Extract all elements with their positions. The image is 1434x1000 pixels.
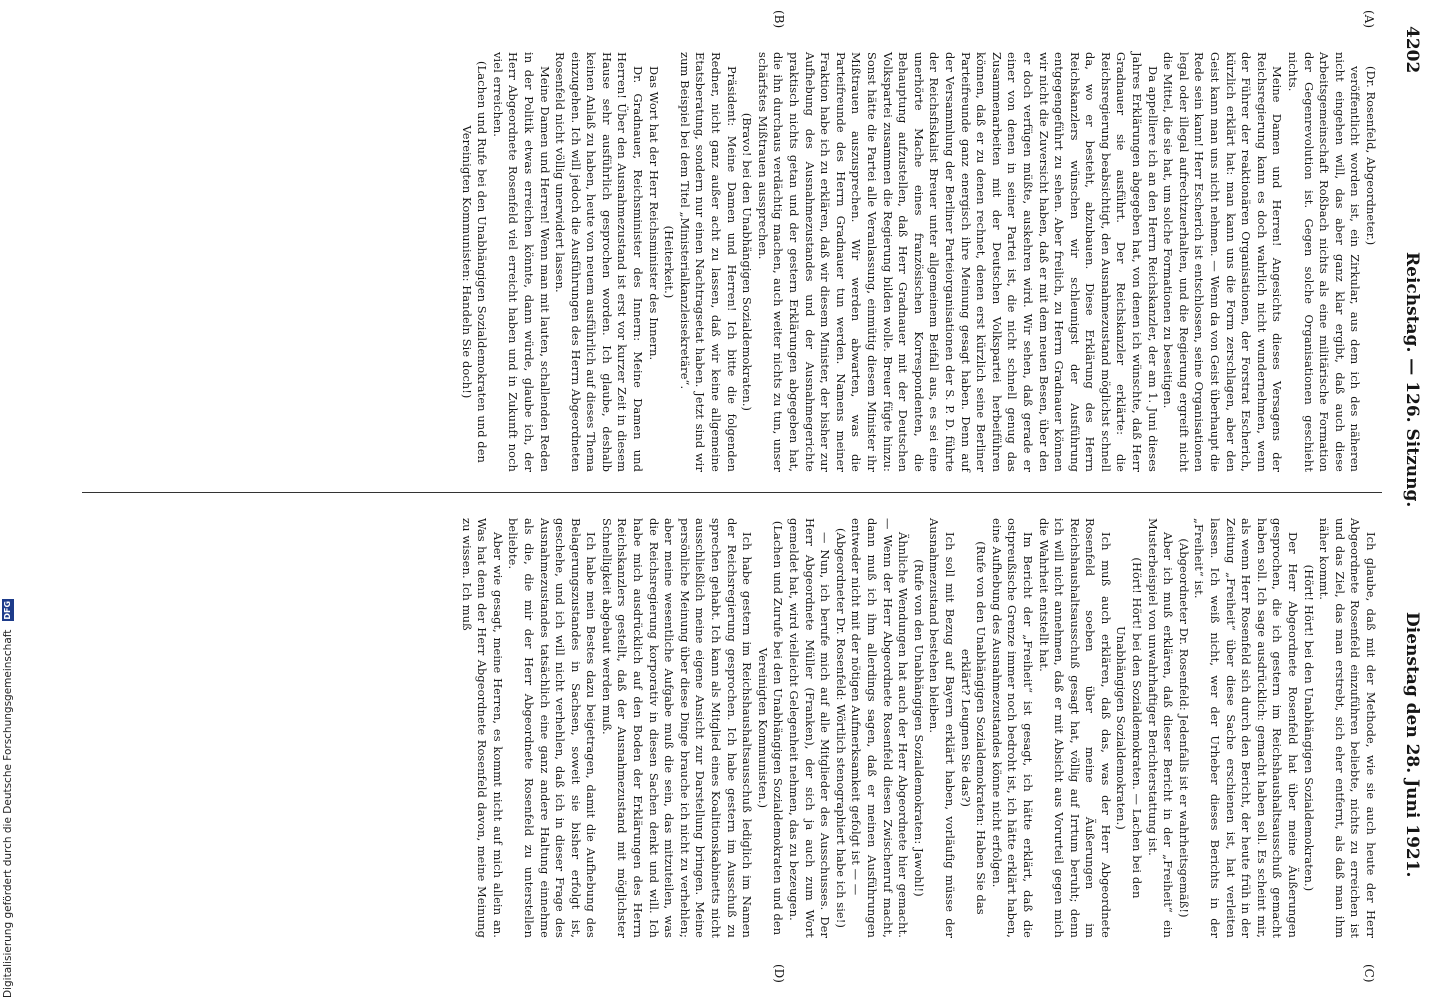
interjection: (Heiterkeit.) — [662, 225, 677, 299]
interjection: (Abgeordneter Dr. Rosenfeld: Jedenfalls ist er wahrheitsgemäß!) — [1176, 538, 1191, 918]
paragraph: Ich habe mein Bestes dazu beigetragen, damit die Aufhebung des Belagerungszustandes in Sachsen, soweit sie bisher erfolgt ist, geschehe, und ich will nicht verhehlen, daß ich in dieser Frage des Ausnahmezustandes tatsächlich eine ganz andere Haltung einnehme als die, die mir der Herr Abgeordnete Rosenfeld zu unterstellen beliebte. — [506, 518, 599, 938]
interjection: (Lachen und Zurufe bei den Unabhängigen Sozialdemokraten und den Vereinigten Kommunisten.) — [755, 520, 786, 936]
interjection: (Lachen und Rufe bei den Unabhängigen Sozialdemokraten und den Vereinigten Kommunisten: Handeln Sie doch!) — [459, 61, 490, 463]
left-column — [78, 52, 1378, 472]
margin-mark-b: (B) — [772, 10, 786, 29]
paragraph: Meine Damen und Herren! Wenn man mit lauten, schallenden Reden in der Politik etwas erreichen könnte, dann würde, glaube ich, der Herr Abgeordnete Rosenfeld viel erreicht haben und in Zukunft noch viel erreichen. — [490, 52, 552, 472]
paragraph: veröffentlicht worden ist, ein Zirkular, aus dem ich des näheren nicht eingehen will, das aber ganz klar ergibt, daß auch diese Arbeitsgemeinschaft Roßbach nichts als eine militärische Formation der Gegenrevolution ist. Gegen solche Organisationen geschieht nichts. — [1286, 52, 1363, 472]
paragraph: Ich glaube, daß mit der Methode, wie sie auch heute der Herr Abgeordnete Rosenfeld einzuführen beliebte, nichts zu erreichen ist und das Ziel, das man erstrebt, sich eher entfernt, als daß man ihm näher kommt. — [1317, 518, 1378, 938]
interjection: (Abgeordneter Dr. Rosenfeld: Wörtlich stenographiert habe ich sie!) — [833, 527, 848, 928]
paragraph: Dr. Gradnauer, Reichsminister des Innern: Meine Damen und Herren! Über den Ausnahmezustand ist erst vor kurzer Zeit in diesem Hause sehr ausführlich gesprochen worden. Ich glaube, deshalb keinen Anlaß zu haben, heute von neuem ausführlich auf dieses Thema einzugehen. Ich will jedoch die Ausführungen des Herrn Abgeordneten Rosenfeld nicht völlig unerwidert lassen. — [553, 52, 646, 472]
footer-credit-text: Digitalisierung gefördert durch die Deutsche Forschungsgemeinschaft — [2, 629, 14, 998]
paragraph: Ich muß auch erklären, daß das, was der Herr Abgeordnete Rosenfeld soeben über meine Äußerungen im Reichshaushaltsausschuß gesagt hat, völlig auf Irrtum beruht; denn ich will nicht annehmen, daß er mit Absicht aus Vorurteil gegen mich die Wahrheit entstellt hat. — [1036, 518, 1113, 938]
margin-mark-c: (C) — [1362, 964, 1376, 983]
page-header — [1396, 0, 1426, 1000]
interjection: (Hört! Hört! bei den Sozialdemokraten. — Lachen bei den Unabhängigen Sozialdemokraten.) — [1114, 557, 1145, 899]
paragraph: Ähnliche Wendungen hat auch der Herr Abgeordnete hier gemacht. — Wenn der Herr Abgeordnete Rosenfeld diesen Zwischenruf macht, dann muß ich ihm allerdings sagen, daß er meinen Ausführungen entweder nicht mit der nötigen Aufmerksamkeit gefolgt ist — — — [849, 518, 911, 938]
paragraph: Der Herr Abgeordnete Rosenfeld hat über meine Äußerungen gesprochen, die ich gestern im Reichshaushaltsausschuß gemacht haben soll. Ich sage ausdrücklich: gemacht haben soll. Es scheint mir, als wenn Herr Rosenfeld sich durch den Bericht, der heute früh in der Zeitung „Freiheit“ über diese Sache erschienen ist, hat verleiten lassen. Ich weiß nicht, wer der Urheber dieses Berichts in der „Freiheit“ ist. — [1192, 518, 1301, 938]
column-divider — [82, 492, 1382, 493]
paragraph: Ich soll mit Bezug auf Bayern erklärt haben, vorläufig müsse der Ausnahmezustand bestehen bleiben. — [927, 518, 957, 938]
paragraph: Meine Damen und Herren! Angesichts dieses Versagens der Reichsregierung kann es doch wahrlich nicht wundernehmen, wenn der Führer der reaktionären Organisationen, der Forstrat Escherich, kürzlich erklärt hat: man kann uns die Form zerschlagen, aber den Geist kann man uns nicht nehmen. — Wenn da von Geist überhaupt die Rede sein kann! Herr Escherich ist entschlossen, seine Organisationen legal oder illegal aufrechtzuerhalten, und die Regierung ergreift nicht die Mittel, die sie hat, um solche Formationen zu beseitigen. — [1161, 52, 1285, 472]
paragraph: Präsident: Meine Damen und Herren! Ich bitte die folgenden Redner, nicht ganz außer acht zu lassen, daß wir keine allgemeine Etatsberatung, sondern nur einen Nachtragsetat haben. Jetzt sind wir zum Beispiel bei dem Titel „Ministerialkanzleisekretäre“. — [677, 52, 739, 472]
interjection: (Hört! Hört! bei den Unabhängigen Sozialdemokraten.) — [1301, 564, 1316, 892]
paragraph: (Dr. Rosenfeld, Abgeordneter.) — [1364, 66, 1378, 246]
page-number: 4202 — [1402, 26, 1422, 74]
paragraph: Da appelliere ich an den Herrn Reichskanzler, der am 1. Juni dieses Jahres Erklärungen abgegeben hat, von denen ich wünschte, daß Herr Gradnauer sie ausführt. Der Reichskanzler erklärte: die Reichsregierung beabsichtigt, den Ausnahmezustand möglichst schnell da, wo er besteht, abzubauen. Diese Erklärung des Herrn Reichskanzlers wünschen wir schleunigst der Ausführung entgegengeführt zu sehen. Aber freilich, zu Herrn Gradnauer können wir nicht die Zuversicht haben, daß er mit dem neuen Besen, über den er doch verfügen müßte, auskehren wird. Wir sehen, daß gerade er einer von denen in seiner Partei ist, die nicht schnell genug das Zusammenarbeiten mit der Deutschen Volkspartei herbeiführen können, daß er zu denen rechnet, denen erst kürzlich seine Berliner Parteifreunde ganz energisch ihre Meinung gesagt haben. Denn auf der Versammlung der Berliner Parteiorganisationen der S. P. D. führte der Reichsfiskalist Breuer unter allgemeinem Beifall aus, es sei eine unerhörte Mache eines französischen Korrespondenten, die Behauptung aufzustellen, daß Herr Gradnauer mit der Deutschen Volkspartei zusammen die Regierung bilden wolle. Breuer fügte hinzu: Sonst hätte die Partei alle Veranlassung, einmütig diesem Minister ihr Mißtrauen auszusprechen. Wir werden abwarten, was die Parteifreunde des Herrn Gradnauer tun werden. Namens meiner Fraktion habe ich zu erklären, daß wir diesem Minister, der bisher zur Aufhebung des Ausnahmezustandes und der Ausnahmegerichte praktisch nichts getan und der gestern Erklärungen abgegeben hat, die ihn durchaus verdächtig machen, auch weiter nichts zu tun, unser schärfstes Mißtrauen aussprechen. — [755, 52, 1160, 472]
paragraph: Aber ich muß erklären, daß dieser Bericht in der „Freiheit“ ein Musterbeispiel von unwahrhaftiger Berichterstattung ist. — [1145, 518, 1176, 938]
margin-mark-d: (D) — [772, 964, 786, 983]
footer-credit — [0, 0, 16, 1000]
interjection: (Rufe von den Unabhängigen Sozialdemokraten: Jawohl!) — [911, 559, 926, 897]
paragraph: — Nun, ich berufe mich auf alle Mitglieder des Ausschusses. Der Herr Abgeordnete Müller (Franken), der sich ja auch zum Wort gemeldet hat, wird vielleicht Gelegenheit nehmen, das zu bezeugen. — [787, 518, 833, 938]
dfg-logo-icon: DFG — [3, 600, 12, 620]
interjection: (Rufe von den Unabhängigen Sozialdemokraten: Haben Sie das erklärt? Leugnen Sie das?) — [958, 541, 989, 915]
paragraph: Das Wort hat der Herr Reichsminister des Innern. — [646, 66, 661, 361]
paragraph: Im Bericht der „Freiheit“ ist gesagt, ich hätte erklärt, daß die ostpreußische Grenze immer noch bedroht ist, ich hätte erklärt haben, eine Aufhebung des Ausnahmezustandes könne nicht erfolgen. — [989, 518, 1035, 938]
page-title: Reichstag. — 126. Sitzung. — [1402, 252, 1422, 508]
right-column — [78, 518, 1378, 938]
paragraph: Ich habe gestern im Reichshaushaltsausschuß lediglich im Namen der Reichsregierung gesprochen. Ich habe gestern im Ausschuß zu sprechen gehabt. Ich kann als Mitglied eines Koalitionskabinetts nicht ausschließlich meine eigene Ansicht zur Darstellung bringen. Meine persönliche Meinung über diese Dinge brauche ich nicht zu verhehlen; aber meine wesentliche Aufgabe muß die sein, das mitzuteilen, was die Reichsregierung korporativ in diesen Sachen denkt und will. Ich habe mich ausdrücklich auf den Boden der Erklärungen des Herrn Reichskanzlers gestellt, daß der Ausnahmezustand mit möglichster Schnelligkeit abgebaut werden muß. — [599, 518, 755, 938]
page-date: Dienstag den 28. Juni 1921. — [1402, 612, 1422, 878]
interjection: (Bravo! bei den Unabhängigen Sozialdemokraten.) — [740, 112, 755, 412]
paragraph: Aber wie gesagt, meine Herren, es kommt nicht auf mich allein an. Was hat denn der Herr Abgeordnete Rosenfeld davon, meine Meinung zu wissen. Ich muß — [459, 518, 505, 938]
margin-mark-a: (A) — [1362, 10, 1376, 29]
